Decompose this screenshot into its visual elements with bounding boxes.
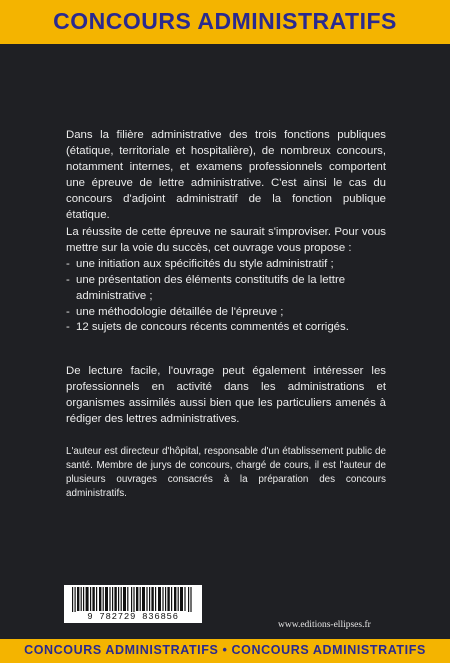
footer-band	[0, 639, 450, 663]
list-dash: -	[66, 273, 70, 286]
footer-series-text: CONCOURS ADMINISTRATIFS • CONCOURS ADMINISTRATIFS	[24, 643, 426, 657]
list-item-text: une initiation aux spécificités du style administratif ;	[76, 257, 334, 270]
list-item	[66, 320, 386, 336]
description-paragraph-2	[66, 225, 386, 336]
paragraph-2-intro: La réussite de cette épreuve ne saurait s'improviser. Pour vous mettre sur la voie du succès, cet ouvrage vous propose :	[66, 226, 386, 254]
isbn-barcode	[64, 585, 202, 623]
list-dash: -	[66, 321, 70, 334]
list-item-text: 12 sujets de concours récents commentés et corrigés.	[76, 321, 349, 334]
isbn-digits: 9 782729 836856	[64, 612, 202, 623]
header-band	[0, 0, 450, 44]
list-dash: -	[66, 305, 70, 318]
list-item-text: une méthodologie détaillée de l'épreuve ;	[76, 305, 284, 318]
description-paragraph-1: Dans la filière administrative des trois fonctions publiques (étatique, territoriale et hospitalière), de nombreux concours, notamment internes, et examens professionnels comportent une épreuve de lettre administrative. C'est ainsi le cas du concours d'adjoint administratif de la fonction publique étatique.	[66, 129, 386, 221]
publisher-url: www.editions-ellipses.fr	[278, 620, 371, 630]
author-note: L'auteur est directeur d'hôpital, responsable d'un établissement public de santé. Membre de jurys de concours, chargé de cours, il est l'auteur de plusieurs ouvrages consacrés à la préparation des concours administratifs.	[66, 446, 386, 499]
list-item	[66, 257, 386, 273]
description-paragraph-3: De lecture facile, l'ouvrage peut également intéresser les professionnels en activité dans les administrations et organismes assimilés aussi bien que les particuliers amenés à rédiger des lettres administratives.	[66, 365, 386, 425]
list-item	[66, 305, 386, 321]
list-item	[66, 273, 386, 305]
list-item-text: une présentation des éléments constitutifs de la lettre administrative ;	[76, 273, 346, 302]
series-title: CONCOURS ADMINISTRATIFS	[53, 8, 397, 34]
barcode-bars	[64, 585, 202, 613]
list-dash: -	[66, 257, 70, 270]
